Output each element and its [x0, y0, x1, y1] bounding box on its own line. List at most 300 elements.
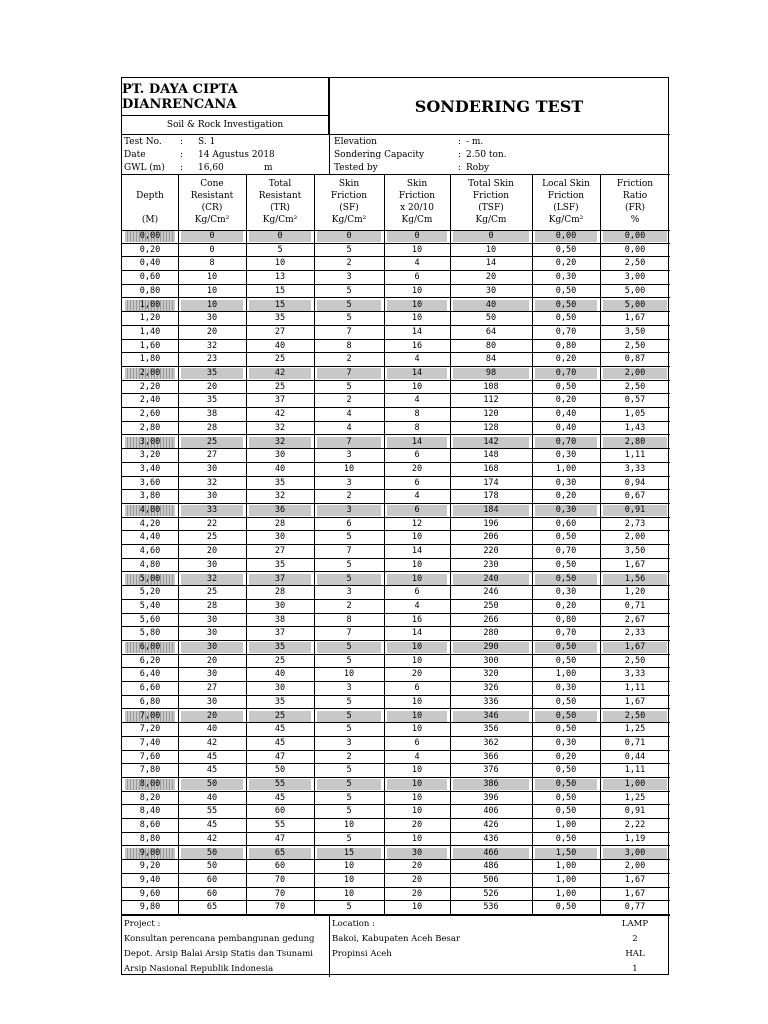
table-cell: 10 [343, 874, 355, 885]
table-cell: 0,50 [555, 313, 577, 324]
table-cell: 362 [483, 737, 499, 748]
table-cell: 0,50 [555, 244, 577, 255]
table-cell: 42 [206, 737, 218, 748]
table-cell: 1,11 [624, 450, 646, 461]
table-cell: 35 [249, 642, 311, 653]
info-divider [329, 135, 330, 175]
table-cell: 10 [411, 806, 423, 817]
table-cell: 300 [483, 655, 499, 666]
table-cell: 0 [181, 231, 243, 242]
table-cell: 168 [483, 463, 499, 474]
table-cell: 7 [317, 437, 381, 448]
project-line-1: Konsultan perencana pembangunan gedung [124, 934, 315, 944]
table-cell: 426 [483, 820, 499, 831]
table-cell: 60 [274, 806, 286, 817]
column-header [122, 174, 178, 230]
table-cell: 0,50 [555, 285, 577, 296]
table-cell: 0,71 [624, 737, 646, 748]
table-cell: 20 [411, 888, 423, 899]
table-cell: 4 [414, 354, 420, 365]
info-value: 2.50 ton. [466, 150, 507, 160]
table-cell: 64 [485, 326, 497, 337]
table-row [122, 326, 670, 340]
table-cell: 8,80 [139, 833, 161, 844]
table-cell: 0,30 [555, 737, 577, 748]
table-row [122, 422, 670, 436]
table-cell: 5 [346, 655, 352, 666]
table-cell: 28 [206, 600, 218, 611]
table-cell: 30 [206, 614, 218, 625]
table-cell: 376 [483, 765, 499, 776]
table-cell: 5 [346, 806, 352, 817]
table-cell: 436 [483, 833, 499, 844]
table-cell: 246 [483, 587, 499, 598]
table-cell: 1,67 [624, 696, 646, 707]
table-cell: 0,50 [535, 711, 597, 722]
table-cell: 32 [249, 437, 311, 448]
table-cell: 0,70 [555, 326, 577, 337]
table-cell: 5 [346, 724, 352, 735]
table-cell: 112 [483, 395, 499, 406]
table-cell: 406 [483, 806, 499, 817]
table-cell: 14 [411, 326, 423, 337]
column-header-line: Kg/Cm² [331, 215, 367, 225]
table-cell: 8,00 [125, 779, 175, 790]
table-cell: 2 [346, 491, 352, 502]
table-cell: 55 [206, 806, 218, 817]
table-cell: 9,60 [139, 888, 161, 899]
table-cell: 5,60 [139, 614, 161, 625]
table-cell: 536 [483, 902, 499, 913]
table-cell: 27 [274, 546, 286, 557]
column-header [532, 174, 600, 230]
table-cell: 0,57 [624, 395, 646, 406]
table-cell: 32 [206, 340, 218, 351]
table-row [122, 627, 670, 641]
table-cell: 40 [206, 792, 218, 803]
table-cell: 0,70 [535, 368, 597, 379]
table-cell: 60 [206, 888, 218, 899]
column-header-line: Friction [472, 191, 510, 201]
table-cell: 0,30 [555, 477, 577, 488]
table-cell: 40 [274, 463, 286, 474]
table-cell: 3,33 [624, 669, 646, 680]
table-cell: 3,50 [624, 326, 646, 337]
table-cell: 2 [346, 354, 352, 365]
table-cell: 2,00 [624, 532, 646, 543]
table-row [122, 545, 670, 559]
table-cell: 0 [453, 231, 529, 242]
column-header-line: x 20/10 [400, 203, 434, 213]
column-header-line: Resistant [190, 191, 234, 201]
table-cell: 0 [249, 231, 311, 242]
table-cell: 32 [274, 491, 286, 502]
table-cell: 0,80 [555, 340, 577, 351]
table-cell: 0,00 [535, 231, 597, 242]
table-row [122, 710, 670, 724]
info-value: - m. [466, 137, 484, 147]
table-cell: 22 [206, 518, 218, 529]
table-row [122, 394, 670, 408]
table-cell: 2,22 [624, 820, 646, 831]
table-cell: 3,00 [624, 272, 646, 283]
table-cell: 0,91 [603, 505, 667, 516]
info-value: 16,60 [198, 163, 224, 173]
table-cell: 1,60 [139, 340, 161, 351]
table-cell: 30 [206, 463, 218, 474]
table-cell: 5 [317, 711, 381, 722]
table-cell: 42 [249, 368, 311, 379]
table-cell: 396 [483, 792, 499, 803]
table-cell: 20 [485, 272, 497, 283]
table-row [122, 463, 670, 477]
table-cell: 1,00 [555, 861, 577, 872]
info-unit: m [264, 163, 273, 173]
table-cell: 0 [209, 244, 215, 255]
table-row [122, 696, 670, 710]
table-row [122, 559, 670, 573]
table-row [122, 600, 670, 614]
table-cell: 0,50 [555, 381, 577, 392]
table-cell: 25 [274, 655, 286, 666]
table-cell: 1,50 [535, 848, 597, 859]
table-cell: 2,40 [139, 395, 161, 406]
table-cell: 148 [483, 450, 499, 461]
table-cell: 0,30 [555, 272, 577, 283]
table-cell: 8,60 [139, 820, 161, 831]
column-header [600, 174, 670, 230]
table-cell: 30 [206, 669, 218, 680]
table-row [122, 504, 670, 518]
table-cell: 0,40 [139, 258, 161, 269]
table-cell: 0,70 [555, 546, 577, 557]
table-cell: 35 [181, 368, 243, 379]
table-row [122, 778, 670, 792]
table-cell: 1,67 [624, 888, 646, 899]
table-row [122, 490, 670, 504]
column-header-line: Total [268, 179, 292, 189]
table-cell: 60 [206, 874, 218, 885]
column-header-line: (SF) [339, 203, 359, 213]
table-cell: 4 [414, 491, 420, 502]
table-cell: 5 [346, 792, 352, 803]
table-cell: 4 [346, 422, 352, 433]
table-cell: 6 [414, 683, 420, 694]
table-row [122, 257, 670, 271]
table-row [122, 641, 670, 655]
table-cell: 2,00 [624, 861, 646, 872]
table-cell: 356 [483, 724, 499, 735]
table-cell: 486 [483, 861, 499, 872]
table-row [122, 285, 670, 299]
table-cell: 40 [453, 300, 529, 311]
table-cell: 65 [249, 848, 311, 859]
table-cell: 10 [343, 861, 355, 872]
table-cell: 10 [411, 381, 423, 392]
table-cell: 28 [206, 422, 218, 433]
table-cell: 37 [249, 574, 311, 585]
table-cell: 30 [274, 532, 286, 543]
info-sep: : [180, 163, 184, 173]
table-cell: 47 [274, 833, 286, 844]
table-row [122, 682, 670, 696]
table-cell: 0,00 [125, 231, 175, 242]
table-cell: 4,60 [139, 546, 161, 557]
table-cell: 2,80 [603, 437, 667, 448]
table-cell: 20 [411, 463, 423, 474]
table-cell: 0,60 [555, 518, 577, 529]
table-row [122, 901, 670, 915]
hal-number: 1 [632, 964, 638, 974]
table-cell: 70 [274, 874, 286, 885]
table-cell: 0,30 [555, 587, 577, 598]
table-cell: 30 [387, 848, 447, 859]
table-row [122, 477, 670, 491]
table-cell: 10 [411, 696, 423, 707]
table-cell: 250 [483, 600, 499, 611]
table-row [122, 436, 670, 450]
table-row [122, 353, 670, 367]
table-cell: 25 [274, 381, 286, 392]
table-cell: 2,50 [624, 381, 646, 392]
table-cell: 2 [346, 600, 352, 611]
table-cell: 0,50 [555, 792, 577, 803]
table-cell: 27 [206, 450, 218, 461]
column-header-line: (LSF) [553, 203, 579, 213]
table-cell: 4 [414, 395, 420, 406]
table-cell: 1,00 [555, 669, 577, 680]
table-cell: 5 [346, 285, 352, 296]
info-sep: : [458, 150, 462, 160]
table-cell: 2,50 [624, 258, 646, 269]
table-cell: 14 [485, 258, 497, 269]
table-cell: 266 [483, 614, 499, 625]
table-cell: 1,05 [624, 409, 646, 420]
table-cell: 3,60 [139, 477, 161, 488]
table-cell: 30 [206, 491, 218, 502]
table-cell: 2,80 [139, 422, 161, 433]
table-cell: 10 [411, 313, 423, 324]
table-cell: 10 [387, 300, 447, 311]
table-cell: 220 [483, 546, 499, 557]
table-cell: 0,50 [555, 765, 577, 776]
column-header-line: Friction [330, 191, 368, 201]
table-row [122, 655, 670, 669]
table-cell: 326 [483, 683, 499, 694]
column-header-line: (M) [141, 215, 159, 225]
table-cell: 3 [346, 587, 352, 598]
table-cell: 30 [206, 696, 218, 707]
table-cell: 6,40 [139, 669, 161, 680]
column-header-line: Kg/Cm [475, 215, 507, 225]
table-cell: 0,50 [555, 532, 577, 543]
table-cell: 142 [453, 437, 529, 448]
column-header-line: Kg/Cm² [548, 215, 584, 225]
table-cell: 30 [181, 642, 243, 653]
table-row [122, 449, 670, 463]
table-cell: 0,40 [555, 422, 577, 433]
table-cell: 32 [274, 422, 286, 433]
table-cell: 33 [181, 505, 243, 516]
table-cell: 37 [274, 395, 286, 406]
table-cell: 10 [411, 902, 423, 913]
table-row [122, 860, 670, 874]
table-cell: 8,40 [139, 806, 161, 817]
table-cell: 5 [346, 833, 352, 844]
table-cell: 25 [274, 354, 286, 365]
table-cell: 28 [274, 518, 286, 529]
column-header-line: Kg/Cm² [194, 215, 230, 225]
table-cell: 30 [206, 628, 218, 639]
table-cell: 4,20 [139, 518, 161, 529]
table-cell: 14 [411, 546, 423, 557]
table-cell: 2,20 [139, 381, 161, 392]
column-header [384, 174, 450, 230]
table-cell: 1,40 [139, 326, 161, 337]
table-cell: 10 [387, 642, 447, 653]
table-cell: 20 [206, 546, 218, 557]
table-cell: 1,25 [624, 792, 646, 803]
table-cell: 8,20 [139, 792, 161, 803]
table-cell: 0,80 [555, 614, 577, 625]
table-cell: 174 [483, 477, 499, 488]
table-cell: 2,67 [624, 614, 646, 625]
info-sep: : [180, 150, 184, 160]
table-cell: 1,25 [624, 724, 646, 735]
table-cell: 5 [346, 765, 352, 776]
table-cell: 45 [274, 737, 286, 748]
table-cell: 3,00 [125, 437, 175, 448]
table-cell: 10 [411, 724, 423, 735]
table-cell: 10 [411, 532, 423, 543]
table-cell: 20 [206, 381, 218, 392]
table-cell: 1,67 [624, 313, 646, 324]
location-line-2: Propinsi Aceh [332, 949, 392, 959]
table-cell: 4 [346, 409, 352, 420]
table-cell: 0,00 [624, 244, 646, 255]
table-cell: 0,20 [555, 354, 577, 365]
table-cell: 25 [181, 437, 243, 448]
column-header-line: (TSF) [478, 203, 504, 213]
info-value: Roby [466, 163, 490, 173]
table-cell: 30 [485, 285, 497, 296]
table-cell: 50 [181, 779, 243, 790]
table-cell: 5 [346, 313, 352, 324]
table-cell: 1,67 [624, 874, 646, 885]
table-cell: 20 [206, 655, 218, 666]
table-cell: 0,94 [624, 477, 646, 488]
table-cell: 3 [346, 477, 352, 488]
column-header-line: Kg/Cm [401, 215, 433, 225]
table-cell: 0,20 [555, 395, 577, 406]
table-cell: 7 [346, 546, 352, 557]
table-row [122, 312, 670, 326]
table-row [122, 737, 670, 751]
table-cell: 9,80 [139, 902, 161, 913]
table-cell: 50 [181, 848, 243, 859]
table-cell: 9,40 [139, 874, 161, 885]
table-cell: 0,50 [555, 724, 577, 735]
table-cell: 10 [206, 285, 218, 296]
table-cell: 0,40 [555, 409, 577, 420]
table-cell: 23 [206, 354, 218, 365]
table-cell: 6 [414, 737, 420, 748]
table-cell: 5 [346, 381, 352, 392]
table-cell: 47 [274, 751, 286, 762]
table-cell: 80 [485, 340, 497, 351]
table-cell: 5,40 [139, 600, 161, 611]
table-cell: 38 [274, 614, 286, 625]
table-cell: 0,60 [139, 272, 161, 283]
table-cell: 20 [411, 874, 423, 885]
column-header-line: Skin [406, 179, 428, 189]
table-row [122, 230, 670, 244]
table-cell: 2 [346, 751, 352, 762]
table-cell: 25 [206, 532, 218, 543]
table-cell: 0,20 [555, 491, 577, 502]
table-row [122, 573, 670, 587]
table-cell: 10 [274, 258, 286, 269]
table-cell: 3 [317, 505, 381, 516]
table-cell: 10 [411, 244, 423, 255]
table-cell: 1,43 [624, 422, 646, 433]
table-cell: 5,00 [125, 574, 175, 585]
table-cell: 8 [346, 614, 352, 625]
table-cell: 15 [249, 300, 311, 311]
table-cell: 0,50 [535, 300, 597, 311]
table-cell: 0,30 [535, 505, 597, 516]
info-label: Tested by [334, 163, 378, 173]
table-cell: 3,40 [139, 463, 161, 474]
table-cell: 42 [274, 409, 286, 420]
table-cell: 50 [274, 765, 286, 776]
table-cell: 506 [483, 874, 499, 885]
info-label: Elevation [334, 137, 377, 147]
table-cell: 10 [343, 669, 355, 680]
table-cell: 4,40 [139, 532, 161, 543]
table-cell: 15 [274, 285, 286, 296]
table-cell: 7 [346, 628, 352, 639]
info-sep: : [458, 137, 462, 147]
table-cell: 0,50 [555, 902, 577, 913]
table-cell: 3,80 [139, 491, 161, 502]
table-cell: 4,00 [125, 505, 175, 516]
table-cell: 10 [343, 820, 355, 831]
table-cell: 14 [387, 437, 447, 448]
table-cell: 50 [485, 313, 497, 324]
table-cell: 3 [346, 737, 352, 748]
table-row [122, 244, 670, 258]
table-cell: 1,00 [555, 463, 577, 474]
column-header [246, 174, 314, 230]
table-cell: 1,00 [125, 300, 175, 311]
location-block [332, 917, 592, 962]
test-info [122, 134, 670, 175]
table-cell: 45 [206, 765, 218, 776]
table-row [122, 792, 670, 806]
table-cell: 12 [411, 518, 423, 529]
footer [122, 915, 670, 977]
table-cell: 45 [274, 724, 286, 735]
table-cell: 8 [414, 409, 420, 420]
table-cell: 0,70 [535, 437, 597, 448]
table-cell: 1,19 [624, 833, 646, 844]
table-cell: 5 [346, 532, 352, 543]
table-cell: 10 [411, 765, 423, 776]
table-cell: 40 [274, 340, 286, 351]
table-cell: 3 [346, 450, 352, 461]
table-cell: 35 [274, 559, 286, 570]
